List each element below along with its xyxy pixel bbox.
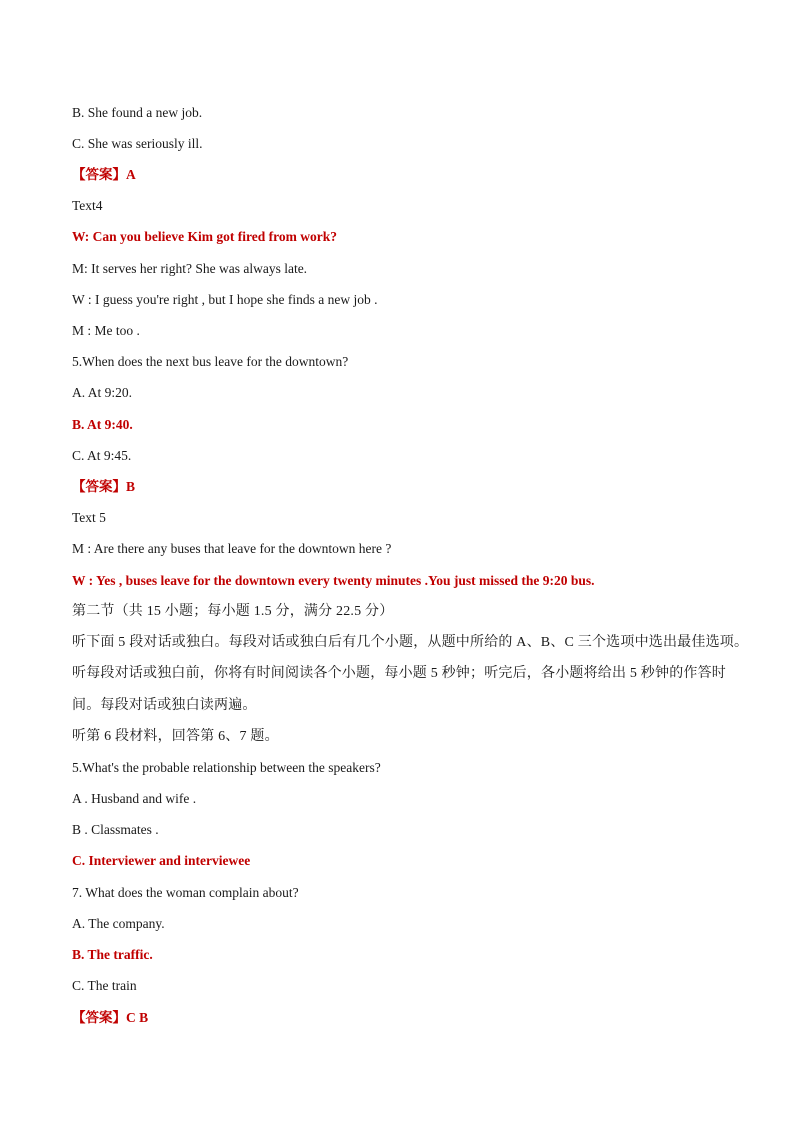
dialogue-line-highlighted: W : Yes , buses leave for the downtown every twenty minutes .You just missed the 9:20 bus. (72, 573, 595, 588)
option-b-correct: B. The traffic. (72, 947, 153, 962)
dialogue-line: W : I guess you're right , but I hope she finds a new job . (72, 292, 378, 307)
option-a: A. The company. (72, 916, 165, 931)
instructions-line: 听每段对话或独白前，你将有时间阅读各个小题，每小题 5 秒钟；听完后，各小题将给出 5 秒钟的作答时 (72, 666, 726, 681)
question-text: 5.When does the next bus leave for the downtown? (72, 354, 349, 369)
question-text: 5.What's the probable relationship between the speakers? (72, 760, 381, 775)
dialogue-line: M : Are there any buses that leave for the downtown here ? (72, 541, 392, 556)
section-heading: 第二节（共 15 小题；每小题 1.5 分，满分 22.5 分） (72, 604, 394, 619)
answer-label: 【答案】B (72, 479, 136, 494)
dialogue-line: M: It serves her right? She was always late. (72, 261, 308, 276)
text-heading: Text4 (72, 198, 103, 213)
answer-label: 【答案】C B (72, 1010, 149, 1025)
option-b-new-job: B. She found a new job. (72, 105, 203, 120)
dialogue-line-highlighted: W: Can you believe Kim got fired from work? (72, 229, 337, 244)
material-instruction: 听第 6 段材料，回答第 6、7 题。 (72, 729, 279, 744)
option-a: A . Husband and wife . (72, 791, 197, 806)
instructions-line: 间。每段对话或独白读两遍。 (72, 698, 257, 713)
option-c: C. The train (72, 978, 137, 993)
option-c: C. At 9:45. (72, 448, 132, 463)
option-c-correct: C. Interviewer and interviewee (72, 853, 251, 868)
answer-label: 【答案】A (72, 167, 136, 182)
option-a: A. At 9:20. (72, 385, 133, 400)
instructions-line: 听下面 5 段对话或独白。每段对话或独白后有几个小题，从题中所给的 A、B、C 三个选项中选出最佳选项。 (72, 635, 749, 650)
option-b-correct: B. At 9:40. (72, 417, 133, 432)
dialogue-line: M : Me too . (72, 323, 140, 338)
option-b: B . Classmates . (72, 822, 159, 837)
option-c-seriously-ill: C. She was seriously ill. (72, 136, 203, 151)
question-text: 7. What does the woman complain about? (72, 885, 299, 900)
text-heading: Text 5 (72, 510, 106, 525)
